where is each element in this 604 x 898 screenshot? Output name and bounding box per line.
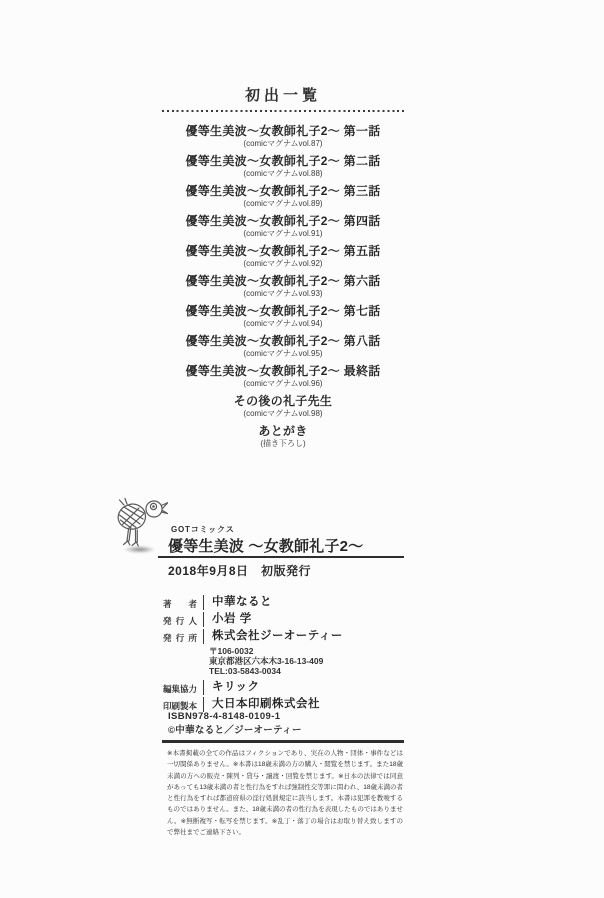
entry-source: (comicマグナムvol.93) xyxy=(243,289,323,298)
entry-source: (comicマグナムvol.88) xyxy=(243,169,323,178)
address-line-postal: 〒106-0032 xyxy=(209,646,254,656)
credit-row-publisher-person xyxy=(163,612,404,627)
credit-label: 著者 xyxy=(163,599,197,609)
credit-value: 中華なると xyxy=(203,595,272,610)
entry-source: (comicマグナムvol.92) xyxy=(243,259,323,268)
copyright-text: ©中華なると／ジーオーティー xyxy=(168,725,302,736)
entry-source: (comicマグナムvol.91) xyxy=(243,229,323,238)
entry-source: (comicマグナムvol.94) xyxy=(243,319,323,328)
address-line-street: 東京都港区六本木3-16-13-409 xyxy=(209,656,324,666)
entry-title: 優等生美波～女教師礼子2～ 第七話 xyxy=(185,304,381,318)
first-publication-section xyxy=(162,86,404,454)
book-title: 優等生美波 ～女教師礼子2～ xyxy=(168,538,364,555)
entry-title: 優等生美波～女教師礼子2～ 最終話 xyxy=(185,364,381,378)
publication-entry xyxy=(162,424,404,454)
edition-date: 2018年9月8日 初版発行 xyxy=(168,564,312,578)
entry-title: 優等生美波～女教師礼子2～ 第一話 xyxy=(185,124,381,138)
entry-title: あとがき xyxy=(258,424,308,438)
publication-entry xyxy=(162,184,404,214)
publication-entry xyxy=(162,334,404,364)
entry-source: (comicマグナムvol.87) xyxy=(243,139,323,148)
entry-source: (comicマグナムvol.98) xyxy=(243,409,323,418)
publisher-address xyxy=(209,646,404,676)
entry-title: 優等生美波～女教師礼子2～ 第三話 xyxy=(185,184,381,198)
publication-entry xyxy=(162,214,404,244)
first-publication-heading: 初出一覧 xyxy=(244,87,321,104)
credit-row-author xyxy=(163,595,404,610)
address-line-tel: TEL:03-5843-0034 xyxy=(209,666,281,676)
logo-shadow xyxy=(124,546,155,553)
isbn-text: ISBN978-4-8148-0109-1 xyxy=(168,711,281,722)
credit-row-publisher-company xyxy=(163,629,404,644)
credit-value: 大日本印刷株式会社 xyxy=(203,697,320,712)
publication-entry xyxy=(162,154,404,184)
disclaimer-text: ※本書掲載の全ての作品はフィクションであり、実在の人物・団体・事件などは一切関係ありません。※本書は18歳未満の方の購入・閲覧を禁じます。また18歳未満の方への販売・陳列・貸与・譲渡・回覧を禁じます。※日本の法律では同意があっても13歳未満の者と性行為をすれば強制性交等罪に問われ、18歳未満の者と性行為をすれば都道府県の淫行処罰規定に該当します。本書は犯罪を教唆するものではありません。また、18歳未満の者の性行為を表現したものではありません。※無断複写・転写を禁じます。※乱丁・落丁の場合はお取り替え致しますので弊社までご連絡下さい。 xyxy=(167,750,403,837)
entry-title: 優等生美波～女教師礼子2～ 第五話 xyxy=(185,244,381,258)
publication-entry xyxy=(162,244,404,274)
credits-table xyxy=(163,595,404,714)
publication-entry xyxy=(162,274,404,304)
publication-entry xyxy=(162,124,404,154)
credit-label: 編集協力 xyxy=(163,684,198,694)
credit-row-printing xyxy=(163,697,404,712)
entry-source: (comicマグナムvol.95) xyxy=(243,349,323,358)
entry-title: 優等生美波～女教師礼子2～ 第八話 xyxy=(185,334,381,348)
disclaimer-divider xyxy=(162,740,404,743)
dotted-divider xyxy=(162,110,404,112)
entry-title: 優等生美波～女教師礼子2～ 第二話 xyxy=(185,154,381,168)
credit-row-editing xyxy=(163,680,404,695)
credit-label: 発行所 xyxy=(163,633,197,643)
credit-value: 小岩 学 xyxy=(203,612,252,627)
entry-title: 優等生美波～女教師礼子2～ 第六話 xyxy=(185,274,381,288)
imprint-label: GOTコミックス xyxy=(171,525,235,534)
entry-source: (描き下ろし) xyxy=(260,439,306,448)
credit-label: 印刷製本 xyxy=(163,701,198,711)
bird-sketch-logo-icon xyxy=(114,497,168,551)
credit-value: キリック xyxy=(203,680,260,695)
entry-source: (comicマグナムvol.96) xyxy=(243,379,323,388)
title-underline xyxy=(158,556,404,558)
publication-entry xyxy=(162,304,404,334)
publication-list xyxy=(162,124,404,454)
publication-entry xyxy=(162,364,404,394)
credit-label: 発行人 xyxy=(163,616,197,626)
publication-entry xyxy=(162,394,404,424)
entry-title: その後の礼子先生 xyxy=(233,394,333,408)
entry-title: 優等生美波～女教師礼子2～ 第四話 xyxy=(185,214,381,228)
entry-source: (comicマグナムvol.89) xyxy=(243,199,323,208)
credit-value: 株式会社ジーオーティー xyxy=(203,629,343,644)
